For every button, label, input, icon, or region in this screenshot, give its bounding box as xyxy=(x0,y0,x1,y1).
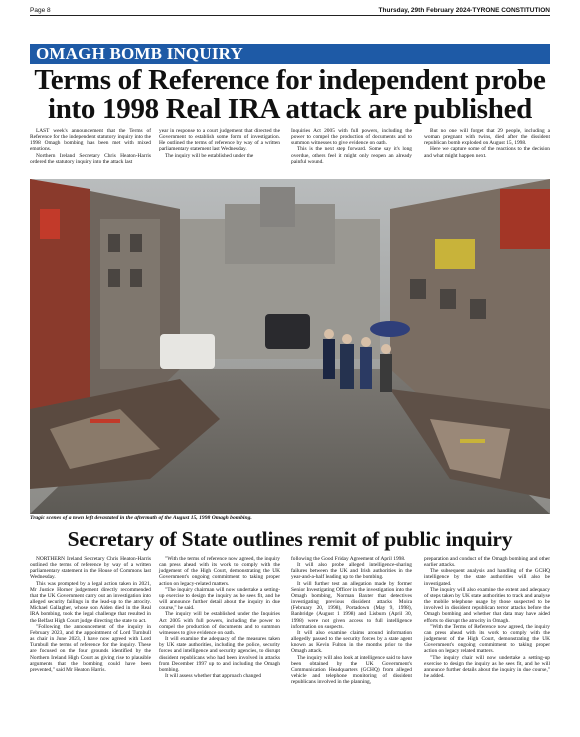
omagh-street-photo xyxy=(30,179,550,514)
paragraph: Inquiries Act 2005 with full powers, including the power to compel the production of documents and to summon witnesses to give evidence on oath. xyxy=(291,128,412,147)
paragraph: Northern Ireland Secretary Chris Heaton-Harris ordered the statutory inquiry into the attack last xyxy=(30,152,151,165)
paragraph: It will also examine claims around information allegedly passed to the security forces by a state agent known as Kevin Fulton in the months prior to the Omagh attack. xyxy=(291,629,412,655)
paragraph: preparation and conduct of the Omagh bombing and other earlier attacks. xyxy=(424,556,550,569)
paragraph: It will also probe alleged intelligence-sharing failures between the UK and Irish authorities in the year-and-a-half leading up to the bombing. xyxy=(291,562,412,581)
intro-column-3 xyxy=(291,128,412,165)
paragraph: The inquiry will also examine the extent and adequacy of steps taken by UK state authorities to track and analyse the mobile telephone usage by those suspected to be involved in dissident republican terror attacks before the Omagh bombing and whether that data may have aided efforts to disrupt the atrocity in Omagh. xyxy=(424,586,550,624)
photo-caption: Tragic scenes of a town left devastated in the aftermath of the August 15, 1998 Omagh bombing. xyxy=(30,515,252,521)
intro-column-2 xyxy=(159,128,280,159)
paragraph: The inquiry will be established under the Inquiries Act 2005 with full powers, including the power to compel the production of documents and to summon witnesses to give evidence on oath. xyxy=(159,611,280,636)
remit-column-3 xyxy=(291,556,412,685)
paragraph: But no one will forget that 29 people, including a woman pregnant with twins, died after the dissident republican bomb exploded on August 15, 1998. xyxy=(424,128,550,147)
paragraph: It will examine the adequacy of the measures taken by UK state authorities, including the police, security forces and intelligence and security agencies, to disrupt dissident republicans who had been involved in attacks from December 1997 up to and including the Omagh bombing. xyxy=(159,636,280,673)
paragraph: This is the next step forward. Some say it's long overdue, others feel it might only reopen an already painful wound. xyxy=(291,146,412,165)
paragraph: LAST week's announcement that the Terms of Reference for the independent statutory inquiry into the 1998 Omagh bombing has been met with mixed emotions. xyxy=(30,128,151,153)
second-headline: Secretary of State outlines remit of public inquiry xyxy=(67,527,513,551)
header-rule xyxy=(30,15,550,16)
article-intro xyxy=(30,128,550,174)
paragraph: The inquiry will also look at intelligence said to have been obtained by the UK Government's Communication Headquarters (GCHQ) from alleged vehicle and telephone monitoring of dissident republicans involved in the planning, xyxy=(291,654,412,686)
page-number: Page 8 xyxy=(30,7,51,14)
intro-column-1 xyxy=(30,128,151,165)
paragraph: The inquiry will be established under the xyxy=(165,152,254,159)
remit-column-4 xyxy=(424,556,550,679)
paragraph: This was prompted by a legal action taken in 2021, Mr Justice Horner judgement directly recommended that the UK Government carry out an investigation into alleged security failings in the lead-up to the atrocity. Michael Gallagher, whose son Aiden died in the Real IRA bombing, took the legal challenge that resulted in the Belfast High Court judge directing the state to act. xyxy=(30,580,151,624)
paragraph: The subsequent analysis and handling of the GCHQ intelligence by the state authorities will also be investigated. xyxy=(424,568,550,587)
remit-column-1 xyxy=(30,556,151,673)
main-headline xyxy=(30,66,550,124)
paragraph: It will assess whether that approach changed xyxy=(165,672,262,679)
photo-illustration xyxy=(30,179,550,514)
paragraph: Here we capture some of the reactions to the decision and what might happen next. xyxy=(424,146,550,159)
paragraph: "With the Terms of Reference now agreed, the inquiry can press ahead with its work to comply with the judgement of the High Court, demonstrating the UK Government's ongoing commitment to taking proper action on legacy related matters. xyxy=(424,623,550,655)
headline-line-1: Terms of Reference for independent probe xyxy=(34,64,546,96)
paragraph: year in response to a court judgement that directed the Government to establish some form of investigation. He outlined the terms of reference by way of a written parliamentary statement last Wednesday. xyxy=(159,128,280,153)
paragraph: "The inquiry chair will now undertake a setting-up exercise to design the inquiry as he sees fit, and he will announce further details about the inquiry in due course," he added. xyxy=(424,654,550,679)
paragraph: It will further test an allegation made by former Senior Investigating Officer in the investigation into the Omagh bombing, Norman Baxter that detectives investigating previous dissident attacks Moira (February 20, 1998), Portadown (May 9, 1998), Banbridge (August 1 1998) and Lisburn (April 30, 1998) were not given access to full intelligence information on suspects. xyxy=(291,580,412,630)
remit-column-2 xyxy=(159,556,280,679)
paragraph: "Following the announcement of the inquiry in February 2023, and the appointment of Lord Turnbull as chair in June 2023, I have now agreed with Lord Turnbull the terms of reference for the inquiry. These are focused on the four grounds identified by the Northern Ireland High Court as giving rise to plausible arguments that the bombing could have been prevented," said Mr Heaton Harris. xyxy=(30,623,151,673)
article-remit xyxy=(30,556,550,716)
intro-column-4 xyxy=(424,128,550,159)
paragraph: "The inquiry chairman will now undertake a setting-up exercise to design the inquiry as he sees fit, and he will announce further detail about the inquiry in due course," he said. xyxy=(159,586,280,612)
paragraph: "With the terms of reference now agreed, the inquiry can press ahead with its work to comply with the judgement of the High Court, demonstrating the UK Government's ongoing commitment to taking proper action on legacy-related matters. xyxy=(159,556,280,587)
section-band: OMAGH BOMB INQUIRY xyxy=(30,44,550,64)
paragraph: following the Good Friday Agreement of April 1998. xyxy=(291,556,406,562)
headline-line-2: into 1998 Real IRA attack are published xyxy=(47,93,533,125)
paragraph: NORTHERN Ireland Secretary Chris Heaton-Harris outlined the terms of reference by way of a written parliamentary statement in the House of Commons last Wednesday. xyxy=(30,556,151,581)
date-line: Thursday, 29th February 2024-TYRONE CONSTITUTION xyxy=(378,7,550,14)
